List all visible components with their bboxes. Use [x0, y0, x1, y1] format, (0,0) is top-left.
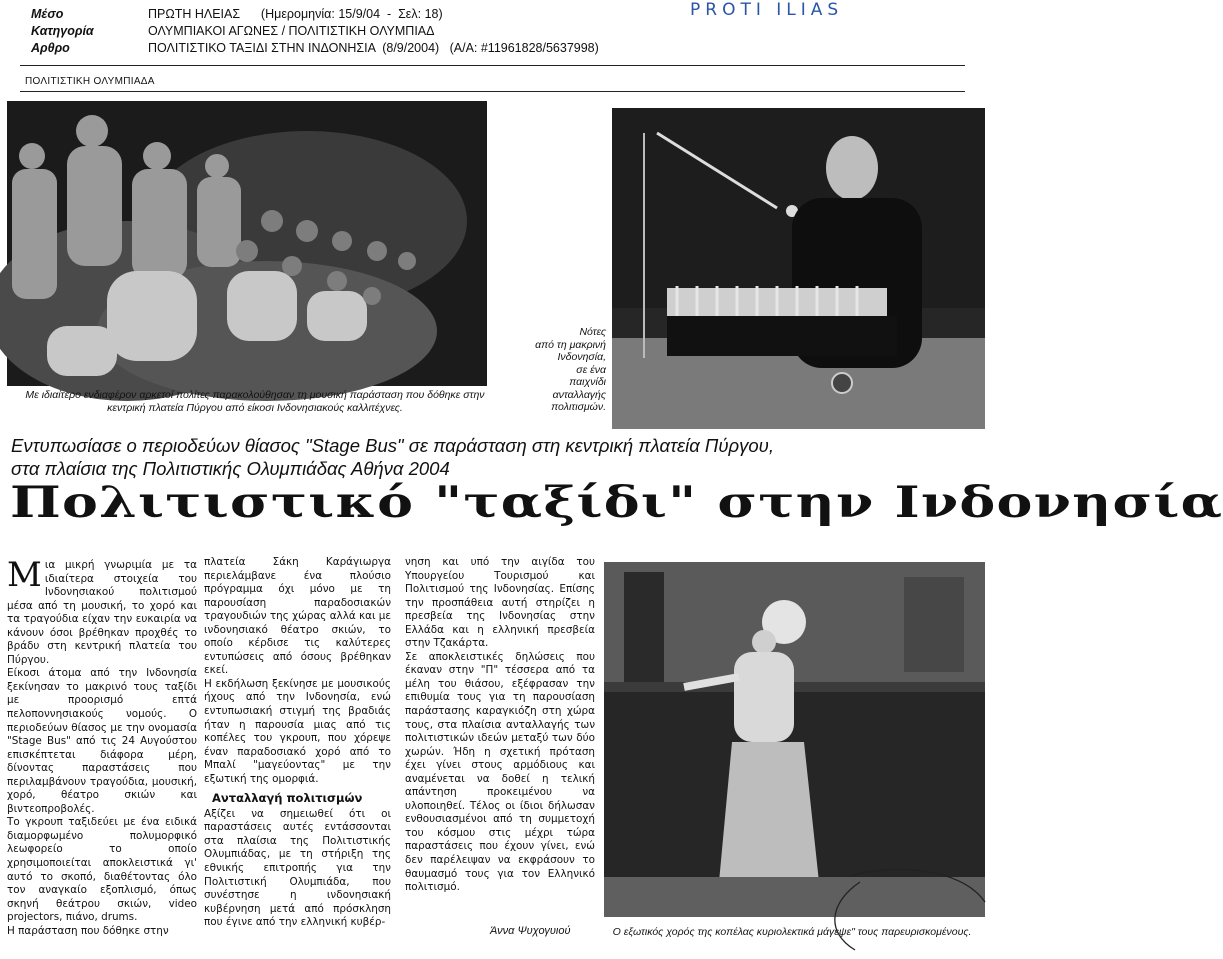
handwritten-note: PROTI ILIAS [690, 0, 844, 20]
article-paragraph: Η εκδήλωση ξεκίνησε με μουσικούς ήχους από την Ινδονησία, ενώ εντυπωσιακή στιγμή της βραδιάς ήταν η παρουσία μιας από τις κοπέλες του γκρουπ, που χόρεψε έναν παραδοσιακό χορό από το Μπαλί "μαγεύοντας" με την εξωτική της ομορφιά. [204, 677, 391, 785]
byline: Άννα Ψυχογυιού [490, 925, 571, 937]
source-label: Μέσο [31, 7, 64, 21]
musician-illustration [612, 108, 985, 429]
musician-caption-line: παιχνίδι [569, 376, 606, 388]
article-label: Αρθρο [31, 41, 70, 55]
article-paragraph: νηση και υπό την αιγίδα του Υπουργείου Τουρισμού και Πολιτισμού της Ινδονησίας. Επίσης την προσπάθεια αυτή στηρίζει η πρεσβεία της Ινδονησίας στην Ελλάδα και η ελληνική πρεσβεία στην Τζακάρτα. [405, 556, 595, 650]
category-label: Κατηγορία [31, 24, 94, 38]
article-column-3 [405, 556, 595, 895]
article-paragraph: πλατεία Σάκη Καράγιωργα περιελάμβανε ένα πλούσιο πρόγραμμα όχι μόνο με τη παρουσίαση παραδοσιακών τραγουδιών της χώρας αλλά και με ινδονησιακό θέατρο σκιών, το οποίο κέρδισε τις καλύτερες εντυπώσεις από όσους βρέθηκαν εκεί. [204, 556, 392, 677]
audience-photo [7, 101, 487, 386]
source-value: ΠΡΩΤΗ ΗΛΕΙΑΣ (Ημερομηνία: 15/9/04 - Σελ: 18) [148, 7, 443, 21]
category-value: ΟΛΥΜΠΙΑΚΟΙ ΑΓΩΝΕΣ / ΠΟΛΙΤΙΣΤΙΚΗ ΟΛΥΜΠΙΑΔ [148, 24, 435, 38]
section-label: ΠΟΛΙΤΙΣΤΙΚΗ ΟΛΥΜΠΙΑΔΑ [25, 76, 155, 87]
article-column-2 [204, 556, 391, 930]
article-subheading: Ανταλλαγή πολιτισμών [212, 791, 363, 806]
lead-line-2: στα πλαίσια της Πολιτιστικής Ολυμπιάδας Αθήνα 2004 [11, 458, 450, 479]
article-paragraph: Είκοσι άτομα από την Ινδονησία ξεκίνησαν το μακρινό τους ταξίδι με προορισμό επτά πελοποννησιακούς νομούς. Ο περιοδεύων θίασος με την ονομασία "Stage Bus" από τις 24 Αυγούστου επισκέπτεται διάφορα μέρη, δίνοντας παραστάσεις που περιλαμβάνουν τραγούδια, μουσική, χορό, θέατρο σκιών και βιντεοπροβολές. [7, 667, 197, 815]
musician-caption-line: σε ένα [576, 363, 606, 376]
article-column-1 [7, 555, 197, 938]
header-rule [20, 65, 965, 66]
marker-circle [820, 862, 992, 958]
article-paragraph: Σε αποκλειστικές δηλώσεις που έκαναν στην "Π" τέσσερα από τα μέλη του θιάσου, εξέφρασαν την επιθυμία τους για τη παρουσίαση παράστασης καραγκιόζη στη χώρα τους, στα πλαίσια ανταλλαγής των πολιτιστικών ιδεών μεταξύ των δύο χωρών. Ήδη η σχετική πρόταση έχει γίνει στους αρμόδιους και αναμένεται να δοθεί η τελική απάντηση προκειμένου να υλοποιηθεί. Τέλος οι ίδιοι δήλωσαν ενθουσιασμένοι από τη συμμετοχή του κόσμου στις μέχρι τώρα παραστάσεις που έχουν γίνει, ενώ δεν παρέλειψαν να εκφράσουν το θαυμασμό τους για τον Ελληνικό πολιτισμό. [405, 650, 595, 894]
article-value: ΠΟΛΙΤΙΣΤΙΚΟ ΤΑΞΙΔΙ ΣΤΗΝ ΙΝΔΟΝΗΣΙΑ (8/9/2004) (Α/Α: #11961828/5637998) [148, 41, 599, 55]
musician-caption-line: Νότες [579, 326, 606, 338]
article-paragraph: Μια μικρή γνωριμία με τα ιδιαίτερα στοιχεία του Ινδονησιακού πολιτισμού μέσα από τη μουσική, το χορό και τα τραγούδια είχαν την ευκαιρία να κάνουν όσοι βρέθηκαν προχθές το βράδυ στη κεντρική πλατεία του Πύργου. [7, 555, 197, 666]
musician-caption-line: πολιτισμών. [551, 401, 606, 413]
drop-cap: Μ [7, 555, 42, 595]
musician-caption-line: ανταλλαγής [552, 388, 606, 401]
musician-photo [612, 108, 985, 429]
musician-caption-line: Ινδονησία, [557, 351, 606, 363]
lead-line-1: Εντυπωσίασε ο περιοδεύων θίασος "Stage Bus" σε παράσταση στη κεντρική πλατεία Πύργου, [11, 435, 774, 456]
article-paragraph: Το γκρουπ ταξιδεύει με ένα ειδικά διαμορφωμένο πολυμορφικό λεωφορείο το οποίο χρησιμοποιείται αποκλειστικά γι' αυτό το σκοπό, διαθέτοντας όλο τον αναγκαίο εξοπλισμό, όπως σκηνή θεάτρου σκιών, video projectors, πιάνο, drums. [7, 816, 197, 924]
section-rule [20, 91, 965, 92]
audience-caption: Με ιδιαίτερο ενδιαφέρον αρκετοί πολίτες παρακολούθησαν τη μουσική παράσταση που δόθηκε στην κεντρική πλατεία Πύργου από είκοσι Ινδονησιακούς καλλιτέχνες. [25, 389, 485, 414]
audience-illustration [7, 101, 487, 386]
headline: Πολιτιστικό "ταξίδι" στην Ινδονησία [10, 478, 1223, 528]
musician-caption [500, 326, 606, 414]
article-paragraph: Αξίζει να σημειωθεί ότι οι παραστάσεις αυτές εντάσσονται στα πλαίσια της Πολιτιστικής Ολυμπιάδας, με τη στήριξη της εθνικής επιτροπής για την Πολιτιστική Ολυμπιάδα, που συνέστησε η ινδονησιακή κυβέρνηση μετά από πρόσκληση που έγινε από την ελληνική κυβέρ- [204, 807, 391, 929]
dancer-caption: Ο εξωτικός χορός της κοπέλας κυριολεκτικά μάγεψε" τους παρευρισκομένους. [612, 926, 972, 938]
musician-caption-line: από τη μακρινή [535, 338, 606, 351]
article-paragraph: Η παράσταση που δόθηκε στην [7, 924, 169, 937]
